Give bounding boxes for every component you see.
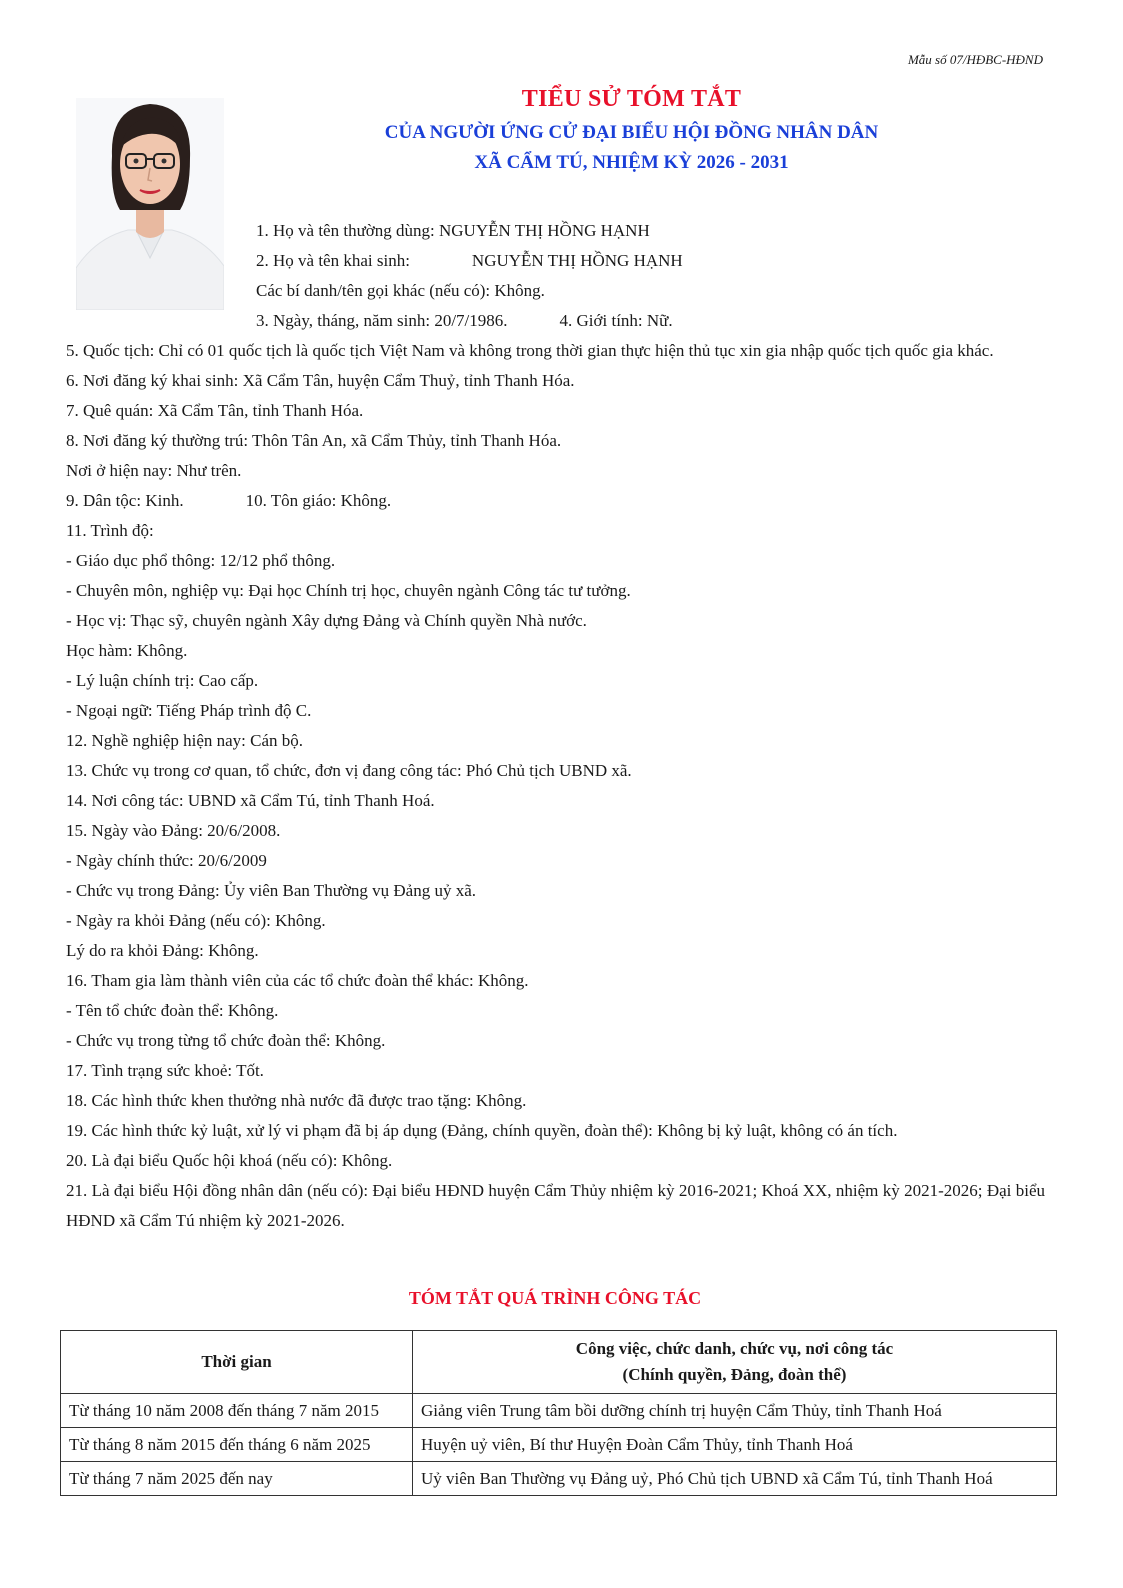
row-time: Từ tháng 8 năm 2015 đến tháng 6 năm 2025 <box>61 1428 413 1462</box>
organizations: 16. Tham gia làm thành viên của các tổ chức đoàn thể khác: Không. <box>66 971 529 990</box>
party-leave-date: - Ngày ra khỏi Đảng (nếu có): Không. <box>66 911 326 930</box>
table-row <box>61 1462 1057 1496</box>
position: 13. Chức vụ trong cơ quan, tổ chức, đơn vị đang công tác: Phó Chủ tịch UBND xã. <box>66 761 632 780</box>
discipline: 19. Các hình thức kỷ luật, xử lý vi phạm đã bị áp dụng (Đảng, chính quyền, đoàn thể): Không bị kỷ luật, không có án tích. <box>66 1121 898 1140</box>
work-history-title: TÓM TẮT QUÁ TRÌNH CÔNG TÁC <box>408 1288 702 1308</box>
date-of-birth: 3. Ngày, tháng, năm sinh: 20/7/1986. <box>256 311 508 330</box>
academic-title: Học hàm: Không. <box>66 641 188 660</box>
dob-gender-row <box>256 306 683 336</box>
gender: 4. Giới tính: Nữ. <box>559 311 673 330</box>
form-code: Mẫu số 07/HĐBC-HĐND <box>907 52 1043 67</box>
row-job: Giảng viên Trung tâm bồi dưỡng chính trị huyện Cẩm Thủy, tỉnh Thanh Hoá <box>413 1394 1057 1428</box>
work-history-table <box>60 1330 1057 1496</box>
birth-registration: 6. Nơi đăng ký khai sinh: Xã Cẩm Tân, huyện Cẩm Thuỷ, tỉnh Thanh Hóa. <box>66 371 575 390</box>
religion: 10. Tôn giáo: Không. <box>245 491 392 510</box>
row-job: Huyện uỷ viên, Bí thư Huyện Đoàn Cẩm Thủy, tỉnh Thanh Hoá <box>413 1428 1057 1462</box>
column-header-job-line1: Công việc, chức danh, chức vụ, nơi công tác <box>575 1339 894 1358</box>
document-subtitle-line1: CỦA NGƯỜI ỨNG CỬ ĐẠI BIỂU HỘI ĐỒNG NHÂN DÂN <box>384 122 879 143</box>
hometown: 7. Quê quán: Xã Cẩm Tân, tỉnh Thanh Hóa. <box>66 401 364 420</box>
peoples-council: 21. Là đại biểu Hội đồng nhân dân (nếu có): Đại biểu HĐND huyện Cẩm Thủy nhiệm kỳ 2016-2021; Khoá XX, nhiệm kỳ 2021-2026; Đại biểu HĐND xã Cẩm Tú nhiệm kỳ 2021-2026. <box>66 1181 1045 1230</box>
health: 17. Tình trạng sức khoẻ: Tốt. <box>66 1061 264 1080</box>
political-theory: - Lý luận chính trị: Cao cấp. <box>66 671 259 690</box>
portrait-image <box>76 98 224 310</box>
column-header-job <box>413 1331 1057 1394</box>
table-header-row <box>61 1331 1057 1394</box>
common-name: 1. Họ và tên thường dùng: NGUYỄN THỊ HỒNG HẠNH <box>256 221 650 240</box>
table-row <box>61 1394 1057 1428</box>
degree: - Học vị: Thạc sỹ, chuyên ngành Xây dựng Đảng và Chính quyền Nhà nước. <box>66 611 587 630</box>
row-time: Từ tháng 7 năm 2025 đến nay <box>61 1462 413 1496</box>
nationality: 5. Quốc tịch: Chỉ có 01 quốc tịch là quốc tịch Việt Nam và không trong thời gian thực hiện thủ tục xin gia nhập quốc tịch quốc gia khác. <box>66 341 994 360</box>
occupation: 12. Nghề nghiệp hiện nay: Cán bộ. <box>66 731 304 750</box>
party-leave-reason: Lý do ra khỏi Đảng: Không. <box>66 941 259 960</box>
party-official-date: - Ngày chính thức: 20/6/2009 <box>66 851 267 870</box>
general-education: - Giáo dục phổ thông: 12/12 phổ thông. <box>66 551 336 570</box>
document-subtitle-line2: XÃ CẨM TÚ, NHIỆM KỲ 2026 - 2031 <box>474 152 789 173</box>
party-position: - Chức vụ trong Đảng: Ủy viên Ban Thường vụ Đảng uỷ xã. <box>66 881 477 900</box>
personal-info-top <box>256 216 683 336</box>
ethnicity: 9. Dân tộc: Kinh. <box>66 491 184 510</box>
aliases: Các bí danh/tên gọi khác (nếu có): Không. <box>256 281 545 300</box>
column-header-time: Thời gian <box>61 1331 413 1394</box>
organization-name: - Tên tổ chức đoàn thể: Không. <box>66 1001 279 1020</box>
personal-info-body <box>66 336 1045 1236</box>
organization-position: - Chức vụ trong từng tổ chức đoàn thể: Không. <box>66 1031 386 1050</box>
workplace: 14. Nơi công tác: UBND xã Cẩm Tú, tỉnh Thanh Hoá. <box>66 791 435 810</box>
birth-name-label: 2. Họ và tên khai sinh: <box>256 251 410 270</box>
education-heading: 11. Trình độ: <box>66 521 154 540</box>
permanent-residence: 8. Nơi đăng ký thường trú: Thôn Tân An, xã Cẩm Thủy, tỉnh Thanh Hóa. <box>66 431 562 450</box>
row-time: Từ tháng 10 năm 2008 đến tháng 7 năm 2015 <box>61 1394 413 1428</box>
national-assembly: 20. Là đại biểu Quốc hội khoá (nếu có): Không. <box>66 1151 393 1170</box>
party-join-date: 15. Ngày vào Đảng: 20/6/2008. <box>66 821 281 840</box>
birth-name-row <box>256 246 683 276</box>
column-header-job-line2: (Chính quyền, Đảng, đoàn thể) <box>622 1365 847 1384</box>
current-residence: Nơi ở hiện nay: Như trên. <box>66 461 242 480</box>
birth-name-value: NGUYỄN THỊ HỒNG HẠNH <box>471 251 683 270</box>
foreign-language: - Ngoại ngữ: Tiếng Pháp trình độ C. <box>66 701 312 720</box>
table-row <box>61 1428 1057 1462</box>
profession: - Chuyên môn, nghiệp vụ: Đại học Chính trị học, chuyên ngành Công tác tư tưởng. <box>66 581 631 600</box>
candidate-photo <box>76 98 224 310</box>
document-title: TIỂU SỬ TÓM TẮT <box>521 86 742 112</box>
row-job: Uỷ viên Ban Thường vụ Đảng uỷ, Phó Chủ tịch UBND xã Cẩm Tú, tỉnh Thanh Hoá <box>413 1462 1057 1496</box>
ethnicity-religion-row <box>66 486 1045 516</box>
awards: 18. Các hình thức khen thưởng nhà nước đã được trao tặng: Không. <box>66 1091 527 1110</box>
